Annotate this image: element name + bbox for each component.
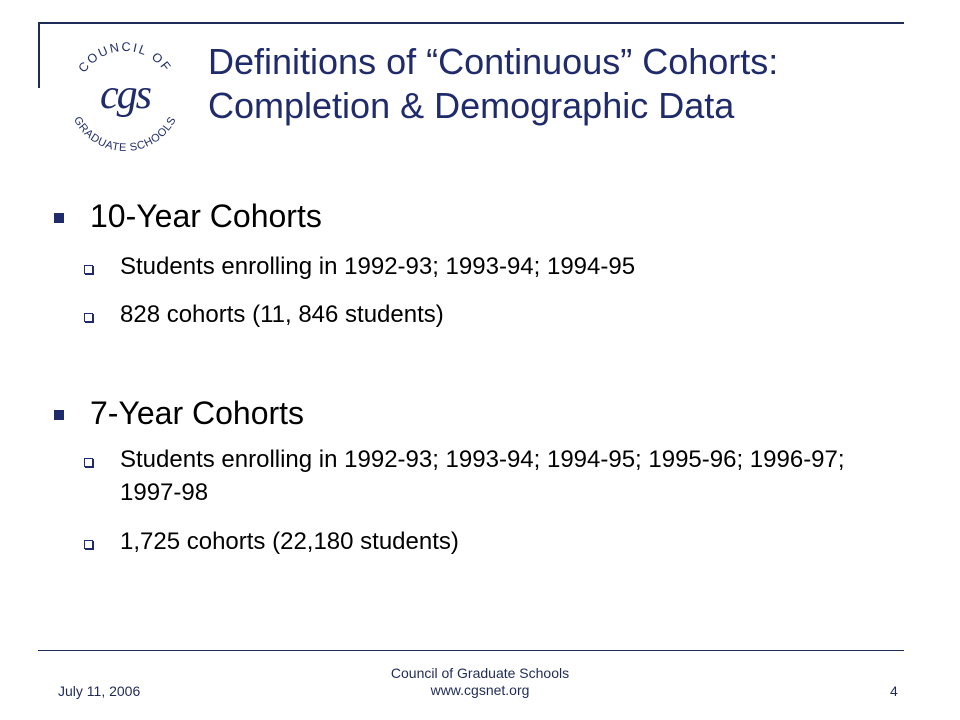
frame-left-line (38, 22, 40, 88)
sub-bullet (52, 250, 912, 283)
bullet-heading: 10-Year Cohorts (90, 198, 322, 234)
sub-bullet (52, 298, 912, 331)
logo-bottom-text: GRADUATE SCHOOLS (71, 114, 179, 155)
footer-url: www.cgsnet.org (430, 682, 530, 698)
outline-square-bullet-icon (84, 540, 93, 549)
outline-square-bullet-icon (84, 458, 93, 467)
footer-date: July 11, 2006 (58, 683, 141, 699)
slide-content (52, 190, 912, 558)
sub-bullet-text: 828 cohorts (11, 846 students) (120, 301, 444, 328)
sub-bullet-text: Students enrolling in 1992-93; 1993-94; 1994-95 (120, 253, 636, 280)
outline-square-bullet-icon (84, 313, 93, 322)
title-line-2: Completion & Demographic Data (208, 85, 735, 126)
logo-monogram: cgs (100, 72, 150, 118)
logo-top-text: COUNCIL OF (75, 39, 175, 76)
footer-org: Council of Graduate Schools (390, 665, 570, 681)
square-bullet-icon (54, 213, 64, 223)
square-bullet-icon (54, 410, 64, 420)
bullet-10-year-cohorts (52, 196, 912, 236)
footer-center (330, 665, 630, 699)
outline-square-bullet-icon (84, 265, 93, 274)
sub-bullet (52, 525, 912, 558)
title-line-1: Definitions of “Continuous” Cohorts: (208, 41, 779, 82)
footer-divider (38, 650, 904, 651)
svg-text:COUNCIL OF (76, 40, 175, 75)
bullet-heading: 7-Year Cohorts (90, 395, 305, 431)
slide-title (208, 40, 908, 128)
sub-bullet-text: 1,725 cohorts (22,180 students) (120, 528, 459, 555)
sub-bullet-text: Students enrolling in 1992-93; 1993-94; 1994-95; 1995-96; 1996-97; 1997-98 (120, 446, 845, 506)
page-number: 4 (890, 683, 898, 699)
frame-top-line (38, 22, 904, 24)
bullet-7-year-cohorts (52, 393, 912, 433)
sub-bullet (52, 443, 900, 509)
cgs-logo (60, 34, 190, 164)
svg-text:GRADUATE SCHOOLS (71, 115, 179, 154)
